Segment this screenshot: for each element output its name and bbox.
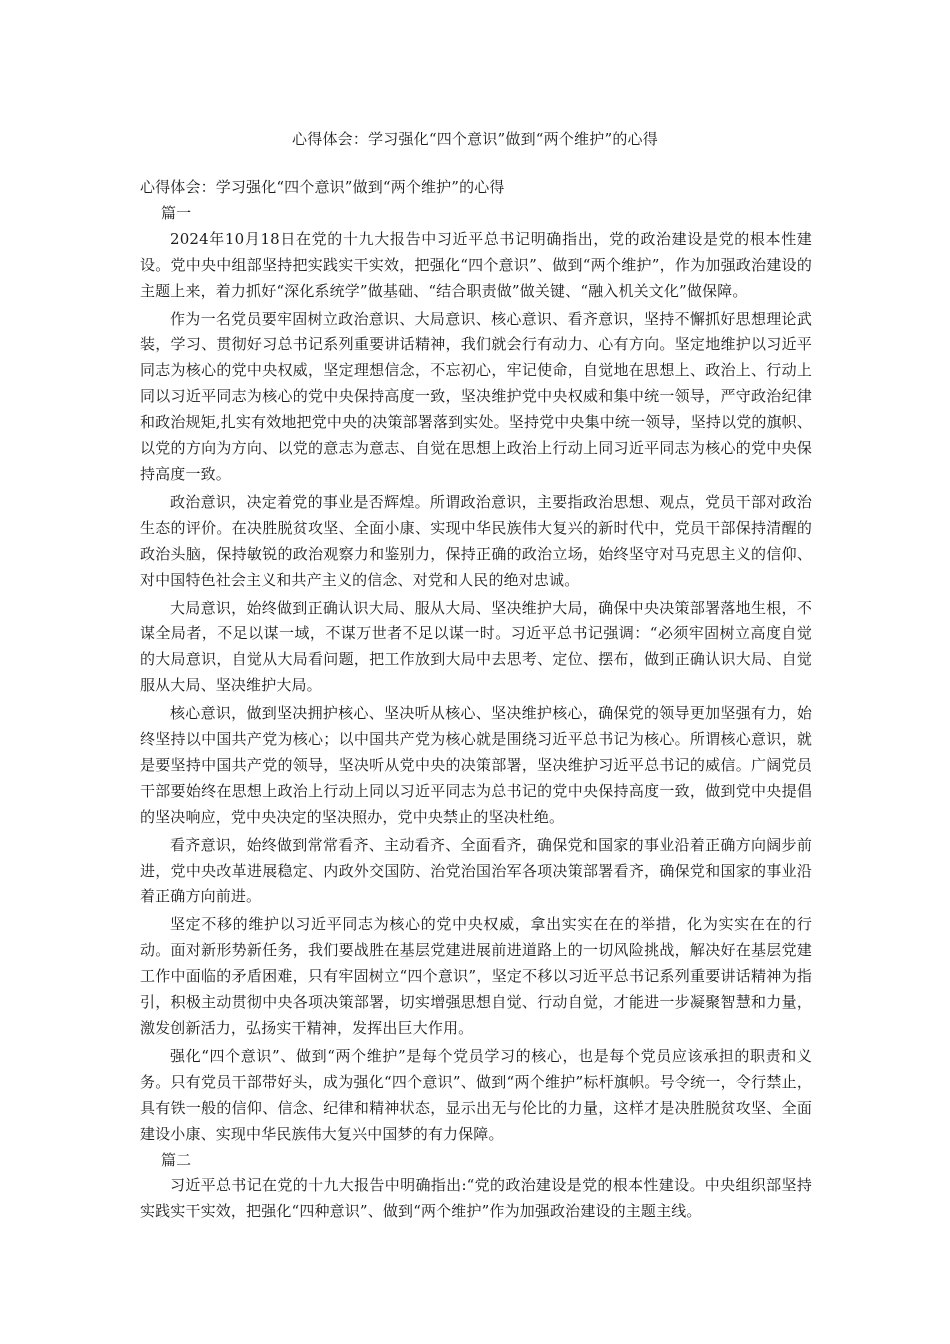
paragraph: 习近平总书记在党的十九大报告中明确指出:“党的政治建设是党的根本性建设。中央组织部坚持实践实干实效，把强化“四种意识”、做到“两个维护”作为加强政治建设的主题主线。 (140, 1176, 812, 1221)
document-title: 心得体会：学习强化“四个意识”做到“两个维护”的心得 (292, 130, 658, 148)
paragraph: 核心意识，做到坚决拥护核心、坚决听从核心、坚决维护核心，确保党的领导更加坚强有力，始终坚持以中国共产党为核心；以中国共产党为核心就是围绕习近平总书记为核心。所谓核心意识，就是要坚持中国共产党的领导，坚决听从党中央的决策部署，坚决维护习近平总书记的威信。广阔党员干部要始终在思想上政治上行动上同以习近平同志为总书记的党中央保持高度一致，做到党中央提倡的坚决响应，党中央决定的坚决照办，党中央禁止的坚决杜绝。 (140, 704, 812, 826)
paragraph: 2024年10月18日在党的十九大报告中习近平总书记明确指出，党的政治建设是党的根本性建设。党中央中组部坚持把实践实干实效，把强化“四个意识”、做到“两个维护”，作为加强政治建设的主题上来，着力抓好“深化系统学”做基础、“结合职责做”做关键、“融入机关文化”做保障。 (140, 229, 812, 300)
section-heading-2: 篇二 (161, 1150, 192, 1169)
paragraph: 强化“四个意识”、做到“两个维护”是每个党员学习的核心，也是每个党员应该承担的职责和义务。只有党员干部带好头，成为强化“四个意识”、做到“两个维护”标杆旗帜。号令统一，令行禁止，具有铁一般的信仰、信念、纪律和精神状态，显示出无与伦比的力量，这样才是决胜脱贫攻坚、全面建设小康、实现中华民族伟大复兴中国梦的有力保障。 (140, 1046, 812, 1143)
paragraph: 政治意识，决定着党的事业是否辉煌。所谓政治意识，主要指政治思想、观点，党员干部对政治生态的评价。在决胜脱贫攻坚、全面小康、实现中华民族伟大复兴的新时代中，党员干部保持清醒的政治头脑，保持敏锐的政治观察力和鉴别力，保持正确的政治立场，始终坚守对马克思主义的信仰、对中国特色社会主义和共产主义的信念、对党和人民的绝对忠诚。 (140, 492, 812, 589)
section-heading-1: 篇一 (161, 203, 192, 222)
paragraph: 坚定不移的维护以习近平同志为核心的党中央权威，拿出实实在在的举措，化为实实在在的行动。面对新形势新任务，我们要战胜在基层党建进展前进道路上的一切风险挑战，解决好在基层党建工作中面临的矛盾困难，只有牢固树立“四个意识”，坚定不移以习近平总书记系列重要讲话精神为指引，积极主动贯彻中央各项决策部署，切实增强思想自觉、行动自觉，才能进一步凝聚智慧和力量，激发创新活力，弘扬实干精神，发挥出巨大作用。 (140, 915, 812, 1037)
paragraph: 看齐意识，始终做到常常看齐、主动看齐、全面看齐，确保党和国家的事业沿着正确方向阔步前进，党中央改革进展稳定、内政外交国防、治党治国治军各项决策部署看齐，确保党和国家的事业沿着正确方向前进。 (140, 835, 812, 906)
document-body (140, 175, 812, 1225)
paragraph: 作为一名党员要牢固树立政治意识、大局意识、核心意识、看齐意识，坚持不懈抓好思想理论武装，学习、贯彻好习总书记系列重要讲话精神，我们就会行有动力、心有方向。坚定地维护以习近平同志为核心的党中央权威，坚定理想信念，不忘初心，牢记使命，自觉地在思想上、政治上、行动上同以习近平同志为核心的党中央保持高度一致，坚决维护党中央权威和集中统一领导，严守政治纪律和政治规矩,扎实有效地把党中央的决策部署落到实处。坚持党中央集中统一领导，坚持以党的旗帜、以党的方向为方向、以党的意志为意志、自觉在思想上政治上行动上同习近平同志为核心的党中央保持高度一致。 (140, 309, 812, 483)
paragraph: 大局意识，始终做到正确认识大局、服从大局、坚决维护大局，确保中央决策部署落地生根，不谋全局者，不足以谋一域，不谋万世者不足以谋一时。习近平总书记强调：“必须牢固树立高度自觉的大局意识，自觉从大局看问题，把工作放到大局中去思考、定位、摆布，做到正确认识大局、自觉服从大局、坚决维护大局。 (140, 598, 812, 695)
document-subtitle: 心得体会：学习强化“四个意识”做到“两个维护”的心得 (140, 178, 505, 196)
